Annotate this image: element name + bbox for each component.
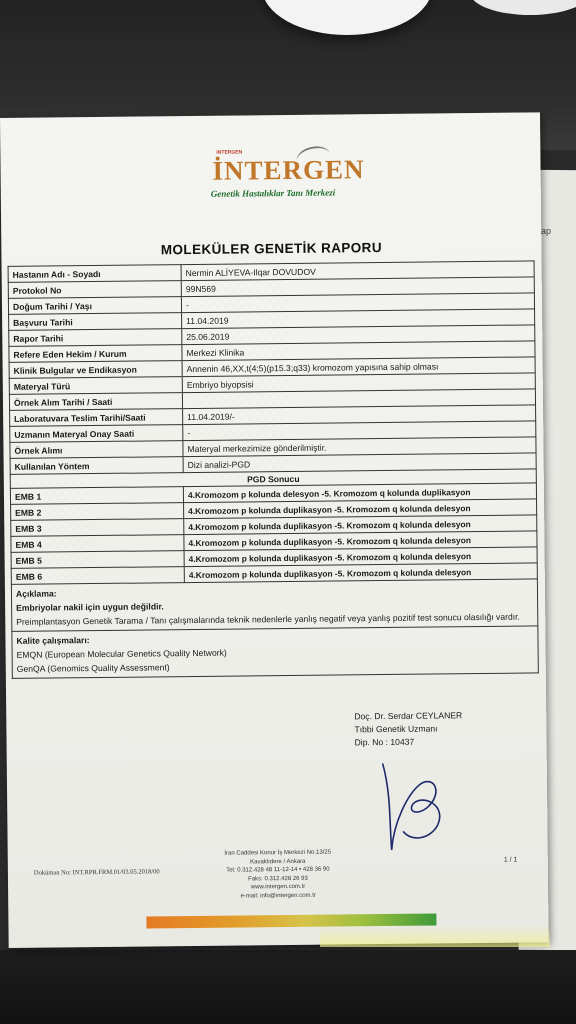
embryo-result: 4.Kromozom p kolunda duplikasyon -5. Kromozom q kolunda delesyon bbox=[184, 515, 537, 535]
field-value: Materyal merkezimize gönderilmiştir. bbox=[183, 437, 536, 457]
embryo-label: EMB 1 bbox=[10, 487, 183, 505]
embryo-result: 4.Kromozom p kolunda duplikasyon -5. Kromozom q kolunda delesyon bbox=[184, 547, 537, 567]
address-line: e-mail: info@intergen.com.tr bbox=[240, 892, 316, 900]
field-label: Örnek Alımı bbox=[10, 441, 183, 459]
field-label: Klinik Bulgular ve Endikasyon bbox=[9, 361, 182, 379]
light-glare bbox=[320, 925, 550, 947]
field-value: Annenin 46,XX,t(4;5)(p15.3;q33) kromozom yapısına sahip olması bbox=[182, 357, 535, 377]
field-label: Uzmanın Materyal Onay Saati bbox=[10, 425, 183, 443]
embryo-result: 4.Kromozom p kolunda delesyon -5. Kromozom q kolunda duplikasyon bbox=[183, 483, 536, 503]
explanation-conclusion: Embriyolar nakil için uygun değildir. bbox=[16, 601, 164, 613]
field-value: - bbox=[181, 293, 534, 313]
address-line: www.intergen.com.tr bbox=[250, 883, 306, 891]
page-number: 1 / 1 bbox=[503, 856, 518, 864]
signatory-name: Doç. Dr. Serdar CEYLANER bbox=[354, 710, 463, 722]
field-value: 25.06.2019 bbox=[182, 325, 535, 345]
report-sheet bbox=[0, 112, 552, 948]
quality-row bbox=[12, 626, 538, 679]
pgd-header: PGD Sonucu bbox=[10, 469, 536, 489]
desk-foreground bbox=[0, 950, 576, 1024]
embryo-result: 4.Kromozom p kolunda duplikasyon -5. Kromozom q kolunda delesyon bbox=[184, 499, 537, 519]
embryo-label: EMB 4 bbox=[11, 535, 184, 553]
field-value: 99N569 bbox=[181, 277, 534, 297]
document-number: Doküman No: INT.RPR.FRM.01/03.05.2018/00 bbox=[33, 868, 160, 877]
address-line: Kavaklıdere / Ankara bbox=[250, 858, 306, 865]
field-label: Doğum Tarihi / Yaşı bbox=[8, 297, 181, 315]
logo-name: İNTERGEN bbox=[212, 154, 365, 186]
field-label: Başvuru Tarihi bbox=[9, 313, 182, 331]
embryo-result: 4.Kromozom p kolunda duplikasyon -5. Kromozom q kolunda delesyon bbox=[184, 563, 537, 583]
field-label: Hastanın Adı - Soyadı bbox=[8, 265, 181, 283]
embryo-label: EMB 2 bbox=[11, 503, 184, 521]
explanation-box bbox=[11, 579, 537, 632]
signatory-title: Tıbbi Genetik Uzmanı bbox=[354, 723, 438, 735]
field-value: Dizi analizi-PGD bbox=[183, 453, 536, 473]
field-value: 11.04.2019/- bbox=[183, 405, 536, 425]
quality-heading: Kalite çalışmaları: bbox=[16, 635, 90, 646]
handwritten-signature bbox=[377, 753, 458, 854]
report-table bbox=[8, 260, 539, 678]
field-label: Materyal Türü bbox=[9, 377, 182, 395]
field-value: Nermin ALİYEVA-Ilqar DOVUDOV bbox=[181, 261, 534, 281]
address-line: Tel: 0.312.428 48 11-12-14 • 428 36 90 bbox=[226, 866, 330, 874]
field-label: Laboratuvara Teslim Tarihi/Saati bbox=[10, 409, 183, 427]
field-value: 11.04.2019 bbox=[182, 309, 535, 329]
quality-item: EMQN (European Molecular Genetics Quality Network) bbox=[16, 647, 227, 660]
logo-tagline: Genetik Hastalıklar Tanı Merkezi bbox=[210, 187, 336, 199]
explanation-heading: Açıklama: bbox=[15, 588, 57, 599]
signatory-diploma: Dip. No : 10437 bbox=[354, 736, 415, 748]
embryo-label: EMB 6 bbox=[11, 567, 184, 585]
footer-address bbox=[208, 848, 349, 900]
quality-box bbox=[12, 626, 538, 679]
field-label: Refere Eden Hekim / Kurum bbox=[9, 345, 182, 363]
address-line: İran Caddesi Konur İş Merkezi No.13/25 bbox=[224, 849, 332, 857]
explanation-text: Preimplantasyon Genetik Tarama / Tanı çalışmalarında teknik nedenlerle yanlış negatif veya yanlış pozitif test sonucu olasılığı vardır. bbox=[16, 611, 520, 627]
report-title: MOLEKÜLER GENETİK RAPORU bbox=[160, 240, 383, 258]
field-value: Merkezi Klinika bbox=[182, 341, 535, 361]
field-label: Örnek Alım Tarihi / Saati bbox=[9, 393, 182, 411]
field-label: Kullanılan Yöntem bbox=[10, 457, 183, 475]
explanation-row bbox=[11, 579, 537, 632]
signatory-block bbox=[354, 709, 462, 749]
logo-small-text: INTERGEN bbox=[216, 149, 243, 156]
intergen-logo bbox=[206, 142, 365, 203]
field-label: Protokol No bbox=[8, 281, 181, 299]
field-label: Rapor Tarihi bbox=[9, 329, 182, 347]
embryo-label: EMB 3 bbox=[11, 519, 184, 537]
address-line: Faks: 0.312.428 26 93 bbox=[248, 875, 308, 882]
quality-item: GenQA (Genomics Quality Assessment) bbox=[16, 662, 170, 674]
field-value: Embriyo biyopsisi bbox=[182, 373, 535, 393]
field-value: - bbox=[183, 421, 536, 441]
embryo-label: EMB 5 bbox=[11, 551, 184, 569]
underlying-paper-text: ap bbox=[541, 226, 552, 236]
embryo-result: 4.Kromozom p kolunda duplikasyon -5. Kromozom q kolunda delesyon bbox=[184, 531, 537, 551]
